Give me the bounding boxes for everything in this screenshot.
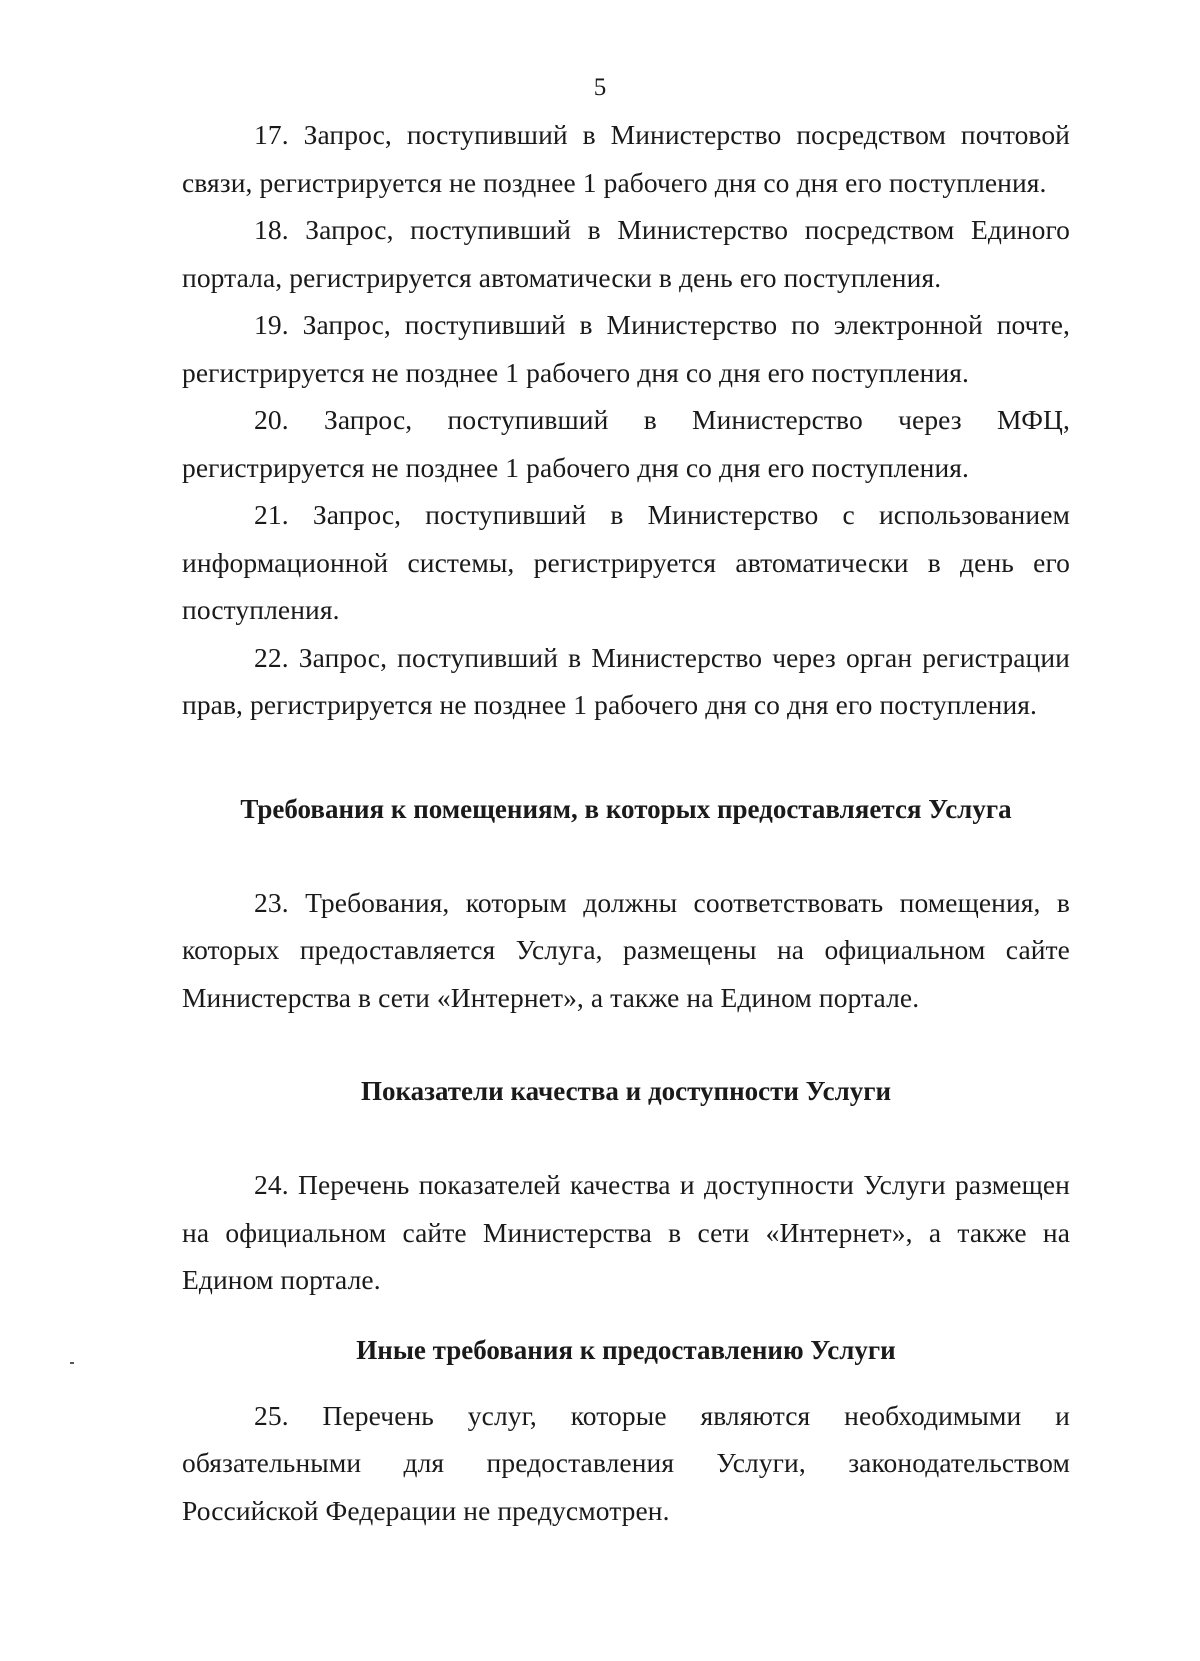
page-number: 5 — [593, 74, 607, 101]
document-body — [182, 111, 1070, 1534]
paragraph-18: 18. Запрос, поступивший в Министерство посредством Единого портала, регистрируется автоматически в день его поступления. — [182, 214, 1070, 293]
paragraph-21: 21. Запрос, поступивший в Министерство с использованием информационной системы, регистрируется автоматически в день его поступления. — [182, 499, 1070, 625]
heading-other-requirements: Иные требования к предоставлению Услуги — [356, 1334, 896, 1365]
paragraph-23: 23. Требования, которым должны соответствовать помещения, в которых предоставляется Услуга, размещены на официальном сайте Министерства в сети «Интернет», а также на Едином портале. — [182, 886, 1070, 1013]
paragraph-24: 24. Перечень показателей качества и доступности Услуги размещен на официальном сайте Министерства в сети «Интернет», а также на Едином портале. — [182, 1169, 1070, 1295]
paragraph-25: 25. Перечень услуг, которые являются необходимыми и обязательными для предоставления Услуги, законодательством Российской Федерации не предусмотрен. — [182, 1399, 1070, 1526]
paragraph-22: 22. Запрос, поступивший в Министерство через орган регистрации прав, регистрируется не позднее 1 рабочего дня со дня его поступления. — [182, 641, 1070, 720]
paragraph-19: 19. Запрос, поступивший в Министерство по электронной почте, регистрируется не позднее 1 рабочего дня со дня его поступления. — [182, 309, 1070, 388]
heading-premises-requirements: Требования к помещениям, в которых предоставляется Услуга — [240, 793, 1012, 824]
paragraph-17: 17. Запрос, поступивший в Министерство посредством почтовой связи, регистрируется не позднее 1 рабочего дня со дня его поступления. — [182, 119, 1070, 198]
paragraph-20: 20. Запрос, поступивший в Министерство через МФЦ, регистрируется не позднее 1 рабочего дня со дня его поступления. — [182, 404, 1070, 483]
scan-mark — [70, 1362, 74, 1364]
heading-quality-indicators: Показатели качества и доступности Услуги — [360, 1076, 892, 1106]
